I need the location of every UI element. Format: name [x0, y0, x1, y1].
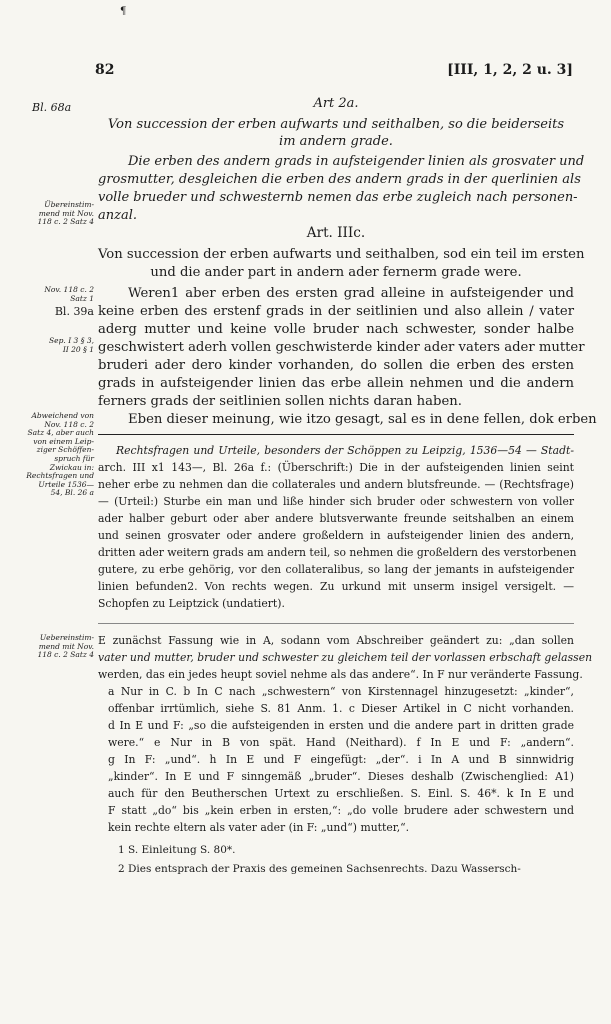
art3-line-3: aderg mutter und keine volle bruder nach schwester, sonder halbe — [98, 322, 574, 337]
footnote-1: 1 S. Einleitung S. 80*. — [118, 844, 236, 856]
art3-title: Art. IIIc. — [306, 225, 366, 241]
quote-line-3: neher erbe zu nehmen dan die collaterales und andern blutsfreunde. — (Rechtsfrage) — [98, 478, 574, 491]
quote-line-10: Schopfen zu Leiptzick (undatiert). — [98, 597, 285, 610]
art2a-heading-line-2: im andern grade. — [279, 134, 393, 149]
quote-line-4: — (Urteil:) Sturbe ein man und liße hinder sich bruder oder schwestern von voller — [98, 495, 574, 508]
footnote-2: 2 Dies entsprach der Praxis des gemeinen Sachsenrechts. Dazu Wassersch- — [118, 863, 521, 875]
apparatus-line-8: g In F: „und“. h In E und F eingefügt: „der“. i In A und B sinnwidrig — [108, 753, 574, 766]
apparatus-line-10: auch für den Beutherschen Urtext zu erschließen. S. Einl. S. 46*. k In E und — [108, 787, 574, 800]
art3-line-5: bruderi ader dero kinder vorhanden, do sollen die erben des ersten — [98, 358, 574, 373]
apparatus-line-3: werden, das ein jedes heupt soviel nehme als das andere“. In F nur veränderte Fassung. — [98, 668, 583, 681]
margin-abweichend: Abweichend von Nov. 118 c. 2 Satz 4, aber auch von einem Leip- ziger Schöffen- spruch für Zwickau in: Rechtsfragen und Urteile 1536— 54, Bl. 26 a — [26, 411, 94, 498]
apparatus-line-7: were.“ e Nur in B von spät. Hand (Neithard). f In E und F: „andern“. — [108, 736, 574, 749]
margin-uebereinstimmend-1: Übereinstim- mend mit Nov. 118 c. 2 Satz 4 — [37, 200, 94, 227]
art2a-heading-line-1: Von succession der erben aufwarts und seithalben, so die beiderseits — [107, 117, 565, 132]
quote-line-8: gutere, zu erbe gehörig, vor den collateralibus, so lang der jemants in aufsteigender — [98, 563, 574, 576]
apparatus-line-5: offenbar irrtümlich, siehe S. 81 Anm. 1. c Dieser Artikel in C nicht vorhanden. — [108, 702, 574, 715]
art2a-line-1: Die erben des andern grads in aufsteigender linien als grosvater und — [128, 154, 585, 169]
margin-bl39a: Bl. 39a — [54, 305, 94, 318]
section-reference: [III, 1, 2, 2 u. 3] — [447, 62, 573, 78]
art3-last-line: Eben dieser meinung, wie itzo gesagt, sal es in dene fellen, dok erben — [128, 412, 597, 427]
margin-sep: Sep. I 3 § 3, II 20 § 1 — [49, 336, 94, 354]
art3-heading-line-2: und die ander part in andern ader fernerm grade were. — [150, 265, 522, 280]
margin-uebereinstimmend-2: Uebereinstim- mend mit Nov. 118 c. 2 Satz 4 — [37, 633, 94, 660]
apparatus-line-11: F statt „do“ bis „kein erben in ersten,“: „do volle brudere ader schwestern und — [108, 804, 574, 817]
page-number: 82 — [95, 62, 115, 78]
apparatus-rule — [98, 623, 574, 624]
quote-line-7: dritten ader weitern grads am andern teil, so nehmen die großeldern des verstorbenen — [98, 546, 577, 559]
divider-rule — [98, 434, 574, 435]
quote-line-9: linien befunden2. Von rechts wegen. Zu urkund mit unserm insigel versigelt. — — [98, 580, 574, 593]
quote-line-6: und seinen grosvater oder andere großeldern in aufsteigender linien des andern, — [98, 529, 574, 542]
margin-nov118: Nov. 118 c. 2 Satz 1 — [44, 285, 94, 303]
quote-line-5: ader halber geburt oder aber andere blutsverwante freunde seitshalben an einem — [98, 512, 574, 525]
apparatus-line-12: kein rechte eltern als vater ader (in F: „und“) mutter,“. — [108, 821, 410, 834]
apparatus-line-4: a Nur in C. b In C nach „schwestern“ von Kirstennagel hinzugesetzt: „kinder“, — [108, 685, 574, 698]
quote-line-1: Rechtsfragen und Urteile, besonders der Schöppen zu Leipzig, 1536—54 — Stadt- — [116, 444, 574, 457]
art2a-line-2: grosmutter, desgleichen die erben des andern grads in der querlinien als — [98, 172, 581, 187]
art3-line-6: grads in aufsteigender linien das erbe allein nehmen und die andern — [98, 376, 574, 391]
top-mark: ¶ — [120, 6, 127, 17]
art3-line-7: ferners grads der seitlinien sollen nichts daran haben. — [98, 394, 462, 409]
margin-bl68a: Bl. 68a — [32, 101, 72, 114]
art3-line-4: geschwistert aderh vollen geschwisterde kinder ader vaters ader mutter — [98, 340, 585, 355]
apparatus-line-9: „kinder“. In E und F sinngemäß „bruder“. Dieses deshalb (Zwischenglied: A1) — [108, 770, 574, 783]
apparatus-line-6: d In E und F: „so die aufsteigenden in ersten und die andere part in dritten grade — [108, 719, 574, 732]
art2a-line-3: volle brueder und schwesternb nemen das erbe zugleich nach personen- — [98, 190, 578, 205]
art2a-title: Art 2a. — [313, 96, 359, 111]
quote-line-2: arch. III x1 143—, Bl. 26a f.: (Überschrift:) Die in der aufsteigenden linien seint — [98, 461, 574, 474]
art3-line-2: keine erben des erstenf grads in der seitlinien und also allein / vater — [98, 304, 574, 319]
apparatus-line-1: E zunächst Fassung wie in A, sodann vom Abschreiber geändert zu: „dan sollen — [98, 634, 574, 647]
art3-line-1: Weren1 aber erben des ersten grad alleine in aufsteigender und — [128, 286, 574, 301]
apparatus-line-2: vater und mutter, bruder und schwester zu gleichem teil der vorlassen erbschaft gelassen — [98, 651, 593, 664]
art3-heading-line-1: Von succession der erben aufwarts und seithalben, sod ein teil im ersten — [98, 247, 585, 262]
art2a-line-4: anzal. — [98, 208, 138, 223]
